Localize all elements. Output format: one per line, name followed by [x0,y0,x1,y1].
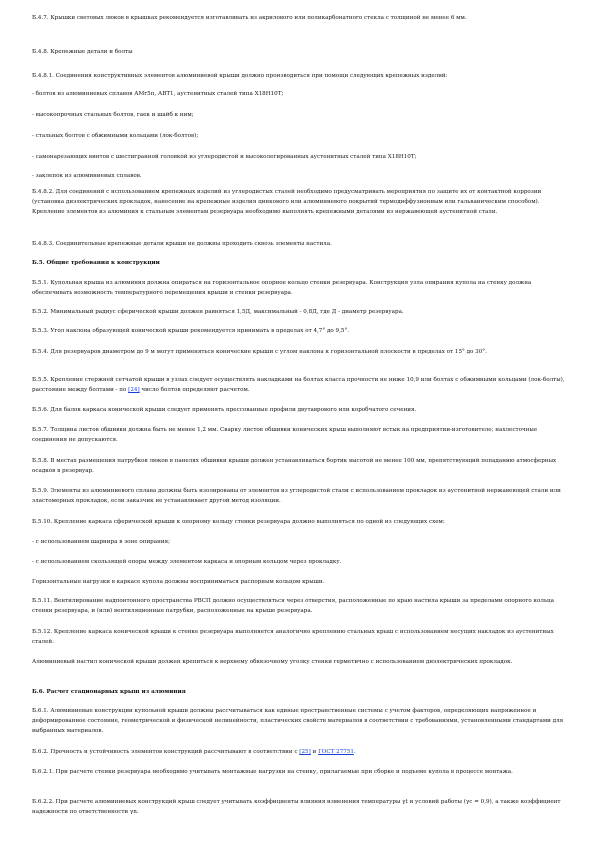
list-item-sliding-support: - с использованием скользящей опоры между элементом каркаса и опорным кольцом через прокладку. [32,559,342,565]
paragraph-b-5-11: Б.5.11. Вентилирование надпонтонного пространства РВСП должно осуществляться через отверстия, расположенные по краю настила крыши за пределами опорного кольца стенки резервуара, и (или) вентиляционные патрубки, расположенные на крыше резервуара. [32,598,554,614]
paragraph-b-5-5-text: Б.5.5. Крепление стержней сетчатой крыши в узлах следует осуществлять накладками на болтах класса прочности не ниже 10,9 или болтах с обжимными кольцами (лок-болты), расстояние между болтами - по [32,377,565,393]
list-item-bolts: - болтов из алюминиевых сплавов АМг5п, АВТ1, аустенитных сталей типа Х18Н10Т; [32,91,284,97]
section-heading-b-6: Б.6. Расчет стационарных крыш из алюминия [32,689,186,695]
reference-link-gost-27751[interactable]: ГОСТ 27751 [318,749,354,755]
paragraph-b-6-1: Б.6.1. Алюминиевые конструкции купольной крыши должны рассчитываться как единые пространственные системы с учетом факторов, определяющих напряженное и деформированное состояние, геометрической и физической нелинейности, пластических свойств материалов в соответствии с требованиями, установленными стандартами для выбранных материалов. [32,708,564,734]
paragraph-b-5-6: Б.5.6. Для балок каркаса конической крыши следует применять прессованные профили двутаврового или коробчатого сечения. [32,407,417,413]
paragraph-b-4-7: Б.4.7. Крышки световых люков в крышках рекомендуется изготавливать из акрилового или поликарбонатного стекла с толщиной не менее 6 мм. [32,15,467,21]
paragraph-b-4-8-3: Б.4.8.3. Соединительные крепежные детали крыши не должны проходить сквозь элементы настила. [32,241,332,247]
paragraph-b-5-4: Б.5.4. Для резервуаров диаметром до 9 м могут применяться конические крыши с углом наклона к горизонтальной плоскости в пределах от 15° до 30°. [32,349,487,355]
list-item-hinge: - с использованием шарнира в зоне опирания; [32,539,170,545]
paragraph-b-4-8-1: Б.4.8.1. Соединения конструктивных элементов алюминиевой крыши должно производиться при помощи следующих крепежных изделий: [32,73,448,79]
list-item-rivets: - заклепок из алюминиевых сплавов. [32,173,142,179]
list-item-screws: - самонарезающих винтов с шестигранной головкой из углеродистой и высоколегированных аустенитных сталей типа Х18Н10Т; [32,154,417,160]
paragraph-b-5-9: Б.5.9. Элементы из алюминиевого сплава должны быть изолированы от элементов из углеродистой стали с использованием прокладок из аустенитной нержавеющей стали или эластомерных прокладок, если заказчик не устанавливает другой метод изоляции. [32,488,561,504]
paragraph-b-6-2-2: Б.6.2.2. При расчете алюминиевых конструкций крыш следует учитывать коэффициенты влияния изменения температуры γt и условий работы (γс = 0,9), а также коэффициент надежности по ответственности γn. [32,799,561,815]
list-item-lock-bolts: - стальных болтов с обжимными кольцами (лок-болтов); [32,133,199,139]
paragraph-b-5-2: Б.5.2. Минимальный радиус сферической крыши должен равняться 1,5Д, максимальный - 0,8Д, где Д - диаметр резервуара. [32,309,404,315]
paragraph-horizontal-loads: Горизонтальные нагрузки в каркасе купола должны восприниматься распорным кольцом крыши. [32,579,325,585]
paragraph-b-5-10: Б.5.10. Крепление каркаса сферической крыши к опорному кольцу стенки резервуара должно выполняться по одной из следующих схем: [32,519,445,525]
paragraph-b-6-2-text: Б.6.2. Прочность и устойчивость элементов конструкций рассчитывают в соответствии с [32,749,300,755]
section-heading-b-5: Б.5. Общие требования к конструкции [32,260,160,266]
paragraph-b-6-2-1: Б.6.2.1. При расчете стенки резервуара необходимо учитывать монтажные нагрузки на стенку, прилагаемые при сборке и подъеме купола в процессе монтажа. [32,769,513,775]
paragraph-b-5-5-text-end: число болтов определяют расчетом. [139,387,250,393]
reference-link-24[interactable]: [24] [128,387,140,393]
paragraph-b-6-2 [32,747,566,757]
paragraph-b-6-2-and: и [310,749,319,755]
paragraph-b-5-7: Б.5.7. Толщина листов обшивки должна быть не менее 1,2 мм. Сварку листов обшивки конических крыш выполняют встык на предприятии-изготовителе; нахлесточные соединения не допускаются. [32,427,538,443]
paragraph-b-5-1: Б.5.1. Купольная крыша из алюминия должна опираться на горизонтальное опорное кольцо стенки резервуара. Конструкция узла опирания купола на стенку должна обеспечивать возможность температурного перемещения крыши и стенки резервуара. [32,280,532,296]
paragraph-b-5-3: Б.5.3. Угол наклона образующей конической крыши рекомендуется принимать в пределах от 4,7° до 9,5°. [32,328,350,334]
list-item-high-strength-bolts: - высокопрочных стальных болтов, гаек и шайб к ним; [32,112,194,118]
paragraph-b-5-12: Б.5.12. Крепление каркаса конической крыши к стенке резервуара выполняется аналогично креплению стальных крыш с использованием несущих накладок из аустенитных сталей. [32,629,554,645]
paragraph-b-6-2-end: . [353,749,356,755]
paragraph-b-5-8: Б.5.8. В местах размещения патрубков люков в панелях обшивки крыши должен устанавливаться бортик высотой не менее 100 мм, препятствующий попаданию атмосферных осадков в резервуар. [32,458,557,474]
paragraph-b-4-8-2: Б.4.8.2. Для соединений с использованием крепежных изделий из углеродистых сталей необходимо предусматривать мероприятия по защите их от контактной коррозии (установка диэлектрических прокладок, нанесение на крепежные изделия цинкового или алюминиевого покрытий термодиффузионным или гальваническим способом). Крепление элементов из алюминия к стальным элементам резервуара необходимо выполнять крепежными деталями из нержавеющей аустенитной стали. [32,189,542,215]
reference-link-25[interactable]: [25] [299,749,311,755]
paragraph-b-4-8: Б.4.8. Крепежные детали и болты [32,49,133,55]
paragraph-b-5-5 [32,375,566,395]
paragraph-aluminium-deck: Алюминиевый настил конической крыши должен крепиться к верхнему обвязочному уголку стенки герметично с использованием диэлектрических прокладок. [32,659,513,665]
